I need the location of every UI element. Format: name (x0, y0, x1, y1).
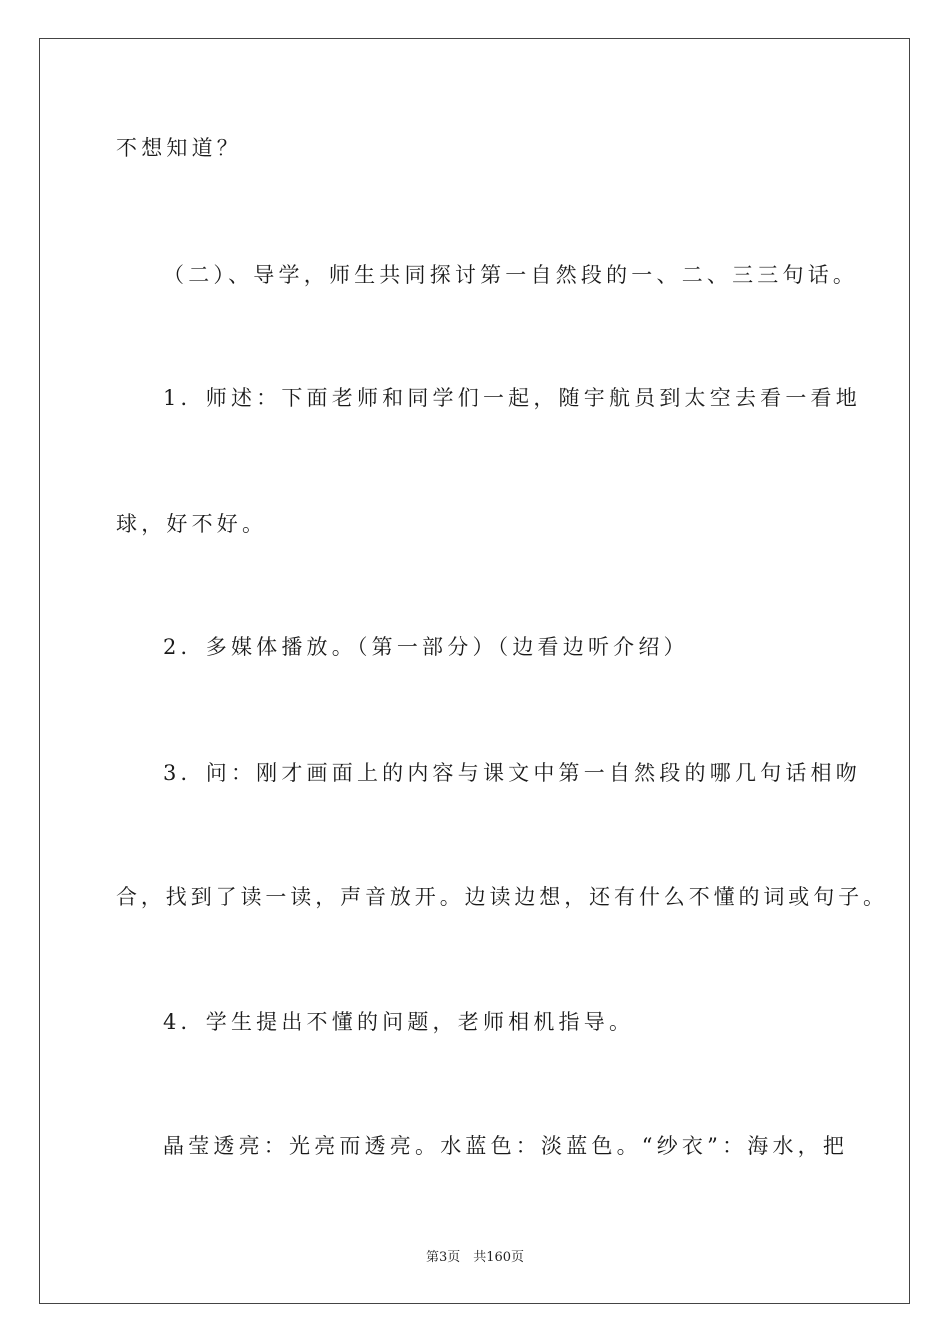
page-border (39, 38, 910, 1304)
paragraph-line-1: 不想知道？ (116, 136, 242, 160)
paragraph-line-3: 1．师述：下面老师和同学们一起，随宇航员到太空去看一看地 (163, 386, 861, 410)
paragraph-line-4: 球，好不好。 (116, 512, 268, 536)
paragraph-line-2: （二）、导学，师生共同探讨第一自然段的一、二、三三句话。 (163, 263, 859, 287)
paragraph-line-7: 合，找到了读一读，声音放开。边读边想，还有什么不懂的词或句子。 (116, 885, 888, 909)
paragraph-line-5: 2．多媒体播放。（第一部分）（边看边听介绍） (163, 635, 689, 659)
page-number-footer: 第3页 共160页 (425, 1250, 525, 1265)
paragraph-line-9: 晶莹透亮：光亮而透亮。水蓝色：淡蓝色。“纱衣”：海水，把 (163, 1134, 849, 1158)
paragraph-line-6: 3．问：刚才画面上的内容与课文中第一自然段的哪几句话相吻 (163, 761, 861, 785)
paragraph-line-8: 4．学生提出不懂的问题，老师相机指导。 (163, 1010, 635, 1034)
